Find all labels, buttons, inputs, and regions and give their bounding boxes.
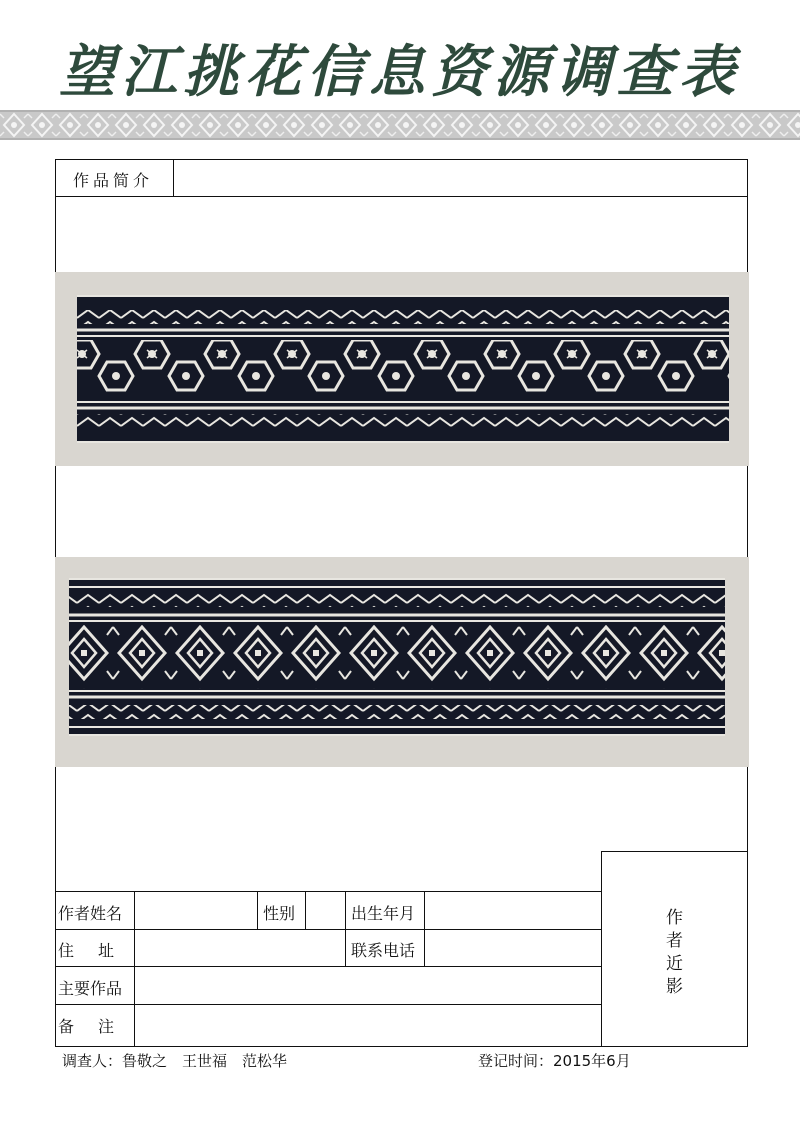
notes-label: 备 注 (58, 1017, 119, 1036)
divider (55, 966, 602, 967)
author-portrait-box (601, 851, 748, 1047)
divider (55, 1004, 602, 1005)
page-title: 望江挑花信息资源调查表 (59, 39, 741, 105)
divider (345, 891, 346, 966)
surveyors: 调查人：鲁敬之 王世福 范松华 (62, 1052, 288, 1070)
phone-label: 联系电话 (351, 941, 416, 960)
divider (305, 891, 306, 929)
portrait-label: 作 者 近 影 (666, 908, 683, 997)
register-time: 登记时间：2015年6月 (478, 1052, 631, 1070)
divider (424, 891, 425, 966)
birth-label: 出生年月 (351, 904, 416, 923)
embroidery-photo-2 (55, 557, 749, 767)
author-name-label: 作者姓名 (58, 904, 123, 923)
divider (55, 196, 748, 197)
embroidery-photo-1 (55, 272, 749, 466)
intro-label: 作品简介 (73, 171, 154, 190)
divider (134, 891, 135, 1047)
divider (55, 929, 602, 930)
divider (55, 891, 602, 892)
gender-label: 性别 (263, 904, 296, 923)
address-label: 住 址 (58, 941, 119, 960)
decorative-border-band (0, 110, 800, 140)
divider (257, 891, 258, 929)
divider (173, 159, 174, 197)
works-label: 主要作品 (58, 979, 123, 998)
